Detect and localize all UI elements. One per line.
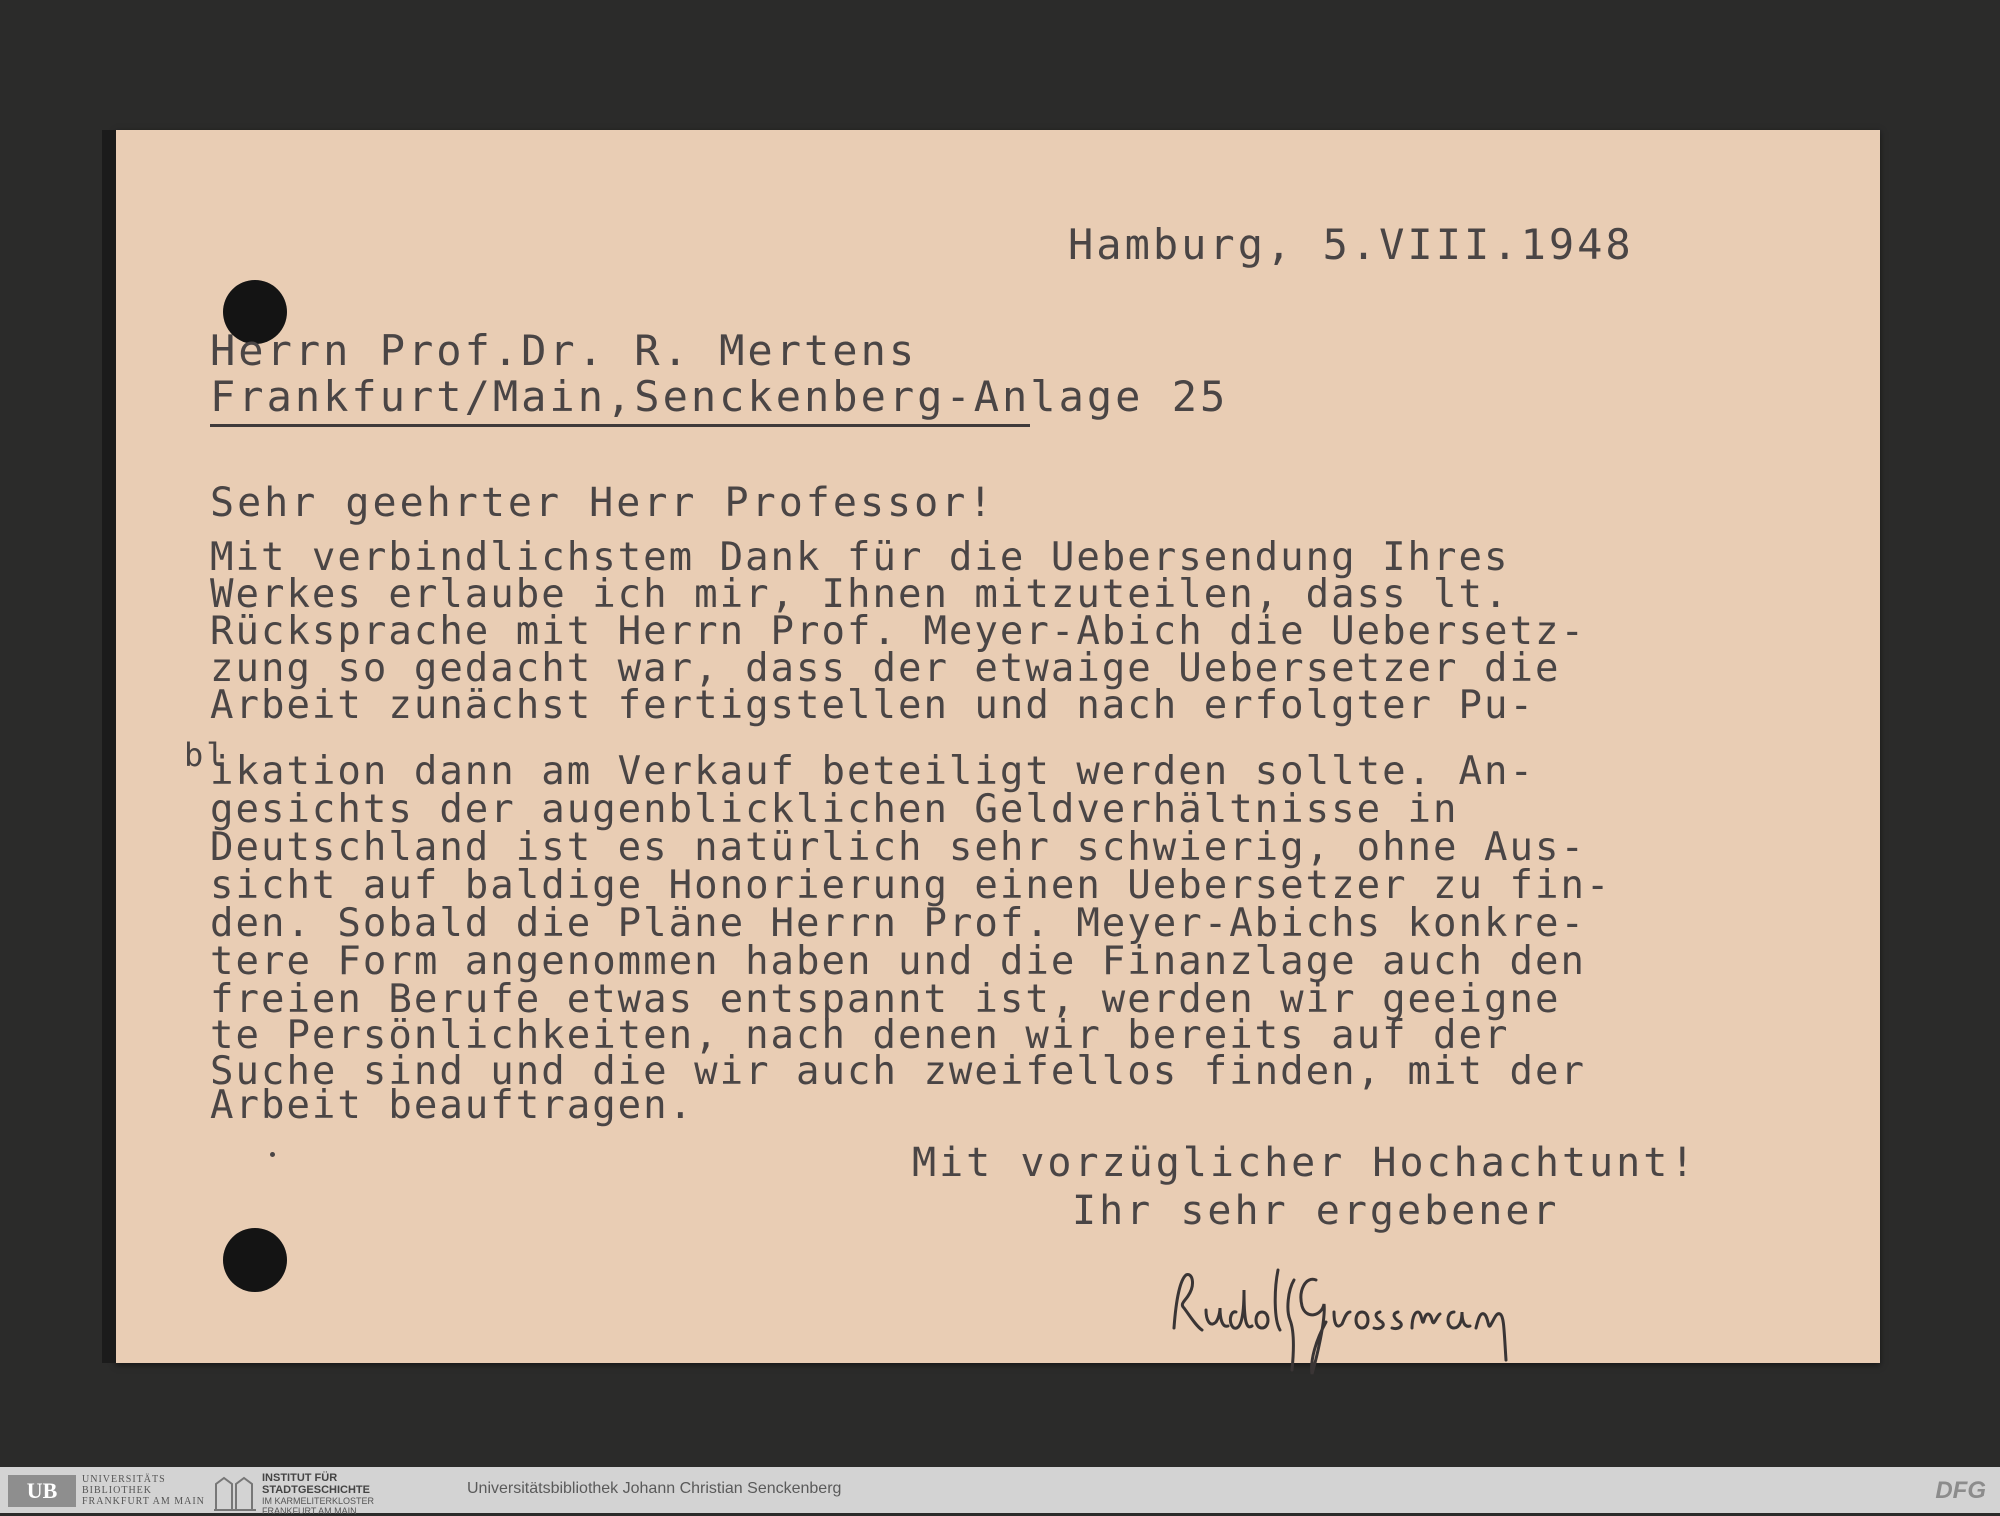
body-line: Mit verbindlichstem Dank für die Uebersendung Ihres <box>210 535 1510 580</box>
letter-date: Hamburg, 5.VIII.1948 <box>1068 220 1634 269</box>
body-line: Deutschland ist es natürlich sehr schwierig, ohne Aus- <box>210 825 1586 870</box>
institute-text <box>262 1472 374 1516</box>
ub-logo-mark: UB <box>8 1475 76 1507</box>
ub-line: UNIVERSITÄTS <box>82 1474 166 1485</box>
address-underline <box>210 424 1030 427</box>
body-line: te Persönlichkeiten, nach denen wir bereits auf der <box>210 1013 1510 1058</box>
institute-logo <box>212 1472 374 1516</box>
body-line: zung so gedacht war, dass der etwaige Uebersetzer die <box>210 646 1561 691</box>
recipient-address: Frankfurt/Main,Senckenberg-Anlage 25 <box>210 372 1229 421</box>
body-line: den. Sobald die Pläne Herrn Prof. Meyer-Abichs konkre- <box>210 901 1586 946</box>
institute-line: INSTITUT FÜR <box>262 1472 338 1484</box>
body-line: Werkes erlaube ich mir, Ihnen mitzuteilen, dass lt. <box>210 572 1510 617</box>
closing-line: Ihr sehr ergebener <box>1072 1188 1560 1234</box>
postcard <box>116 130 1880 1363</box>
punch-hole-bottom <box>223 1228 287 1292</box>
body-line: sicht auf baldige Honorierung einen Uebersetzer zu fin- <box>210 863 1612 908</box>
body-line: Arbeit zunächst fertigstellen und nach erfolgter Pu- <box>210 683 1535 728</box>
ub-line: FRANKFURT AM MAIN <box>82 1496 205 1507</box>
body-line: freien Berufe etwas entspannt ist, werden wir geeigne <box>210 977 1561 1022</box>
body-line: tere Form angenommen haben und die Finanzlage auch den <box>210 939 1586 984</box>
body-line: Arbeit beauftragen. <box>210 1083 695 1128</box>
body-line: ikation dann am Verkauf beteiligt werden sollte. An- <box>210 749 1535 794</box>
dfg-logo: DFG <box>1935 1477 1986 1504</box>
recipient-name: Herrn Prof.Dr. R. Mertens <box>210 326 918 375</box>
ub-logo-text <box>82 1474 205 1507</box>
institute-line: FRANKFURT AM MAIN <box>262 1506 357 1516</box>
institute-line: STADTGESCHICHTE <box>262 1484 370 1496</box>
body-line: Suche sind und die wir auch zweifellos finden, mit der <box>210 1049 1586 1094</box>
building-icon <box>212 1476 258 1512</box>
salutation: Sehr geehrter Herr Professor! <box>210 480 996 526</box>
closing-line: Mit vorzüglicher Hochachtunt! <box>912 1140 1698 1186</box>
ub-logo <box>8 1474 205 1507</box>
ub-line: BIBLIOTHEK <box>82 1485 152 1496</box>
body-line: Rücksprache mit Herrn Prof. Meyer-Abich die Uebersetz- <box>210 609 1586 654</box>
institute-line: IM KARMELITERKLOSTER <box>262 1496 375 1506</box>
signature <box>1166 1250 1576 1380</box>
body-line: gesichts der augenblicklichen Geldverhältnisse in <box>210 787 1459 832</box>
ink-dot <box>270 1152 275 1157</box>
library-name: Universitätsbibliothek Johann Christian Senckenberg <box>467 1480 842 1497</box>
footer-bar <box>0 1467 2000 1516</box>
insertion-mark: bl <box>184 736 229 774</box>
